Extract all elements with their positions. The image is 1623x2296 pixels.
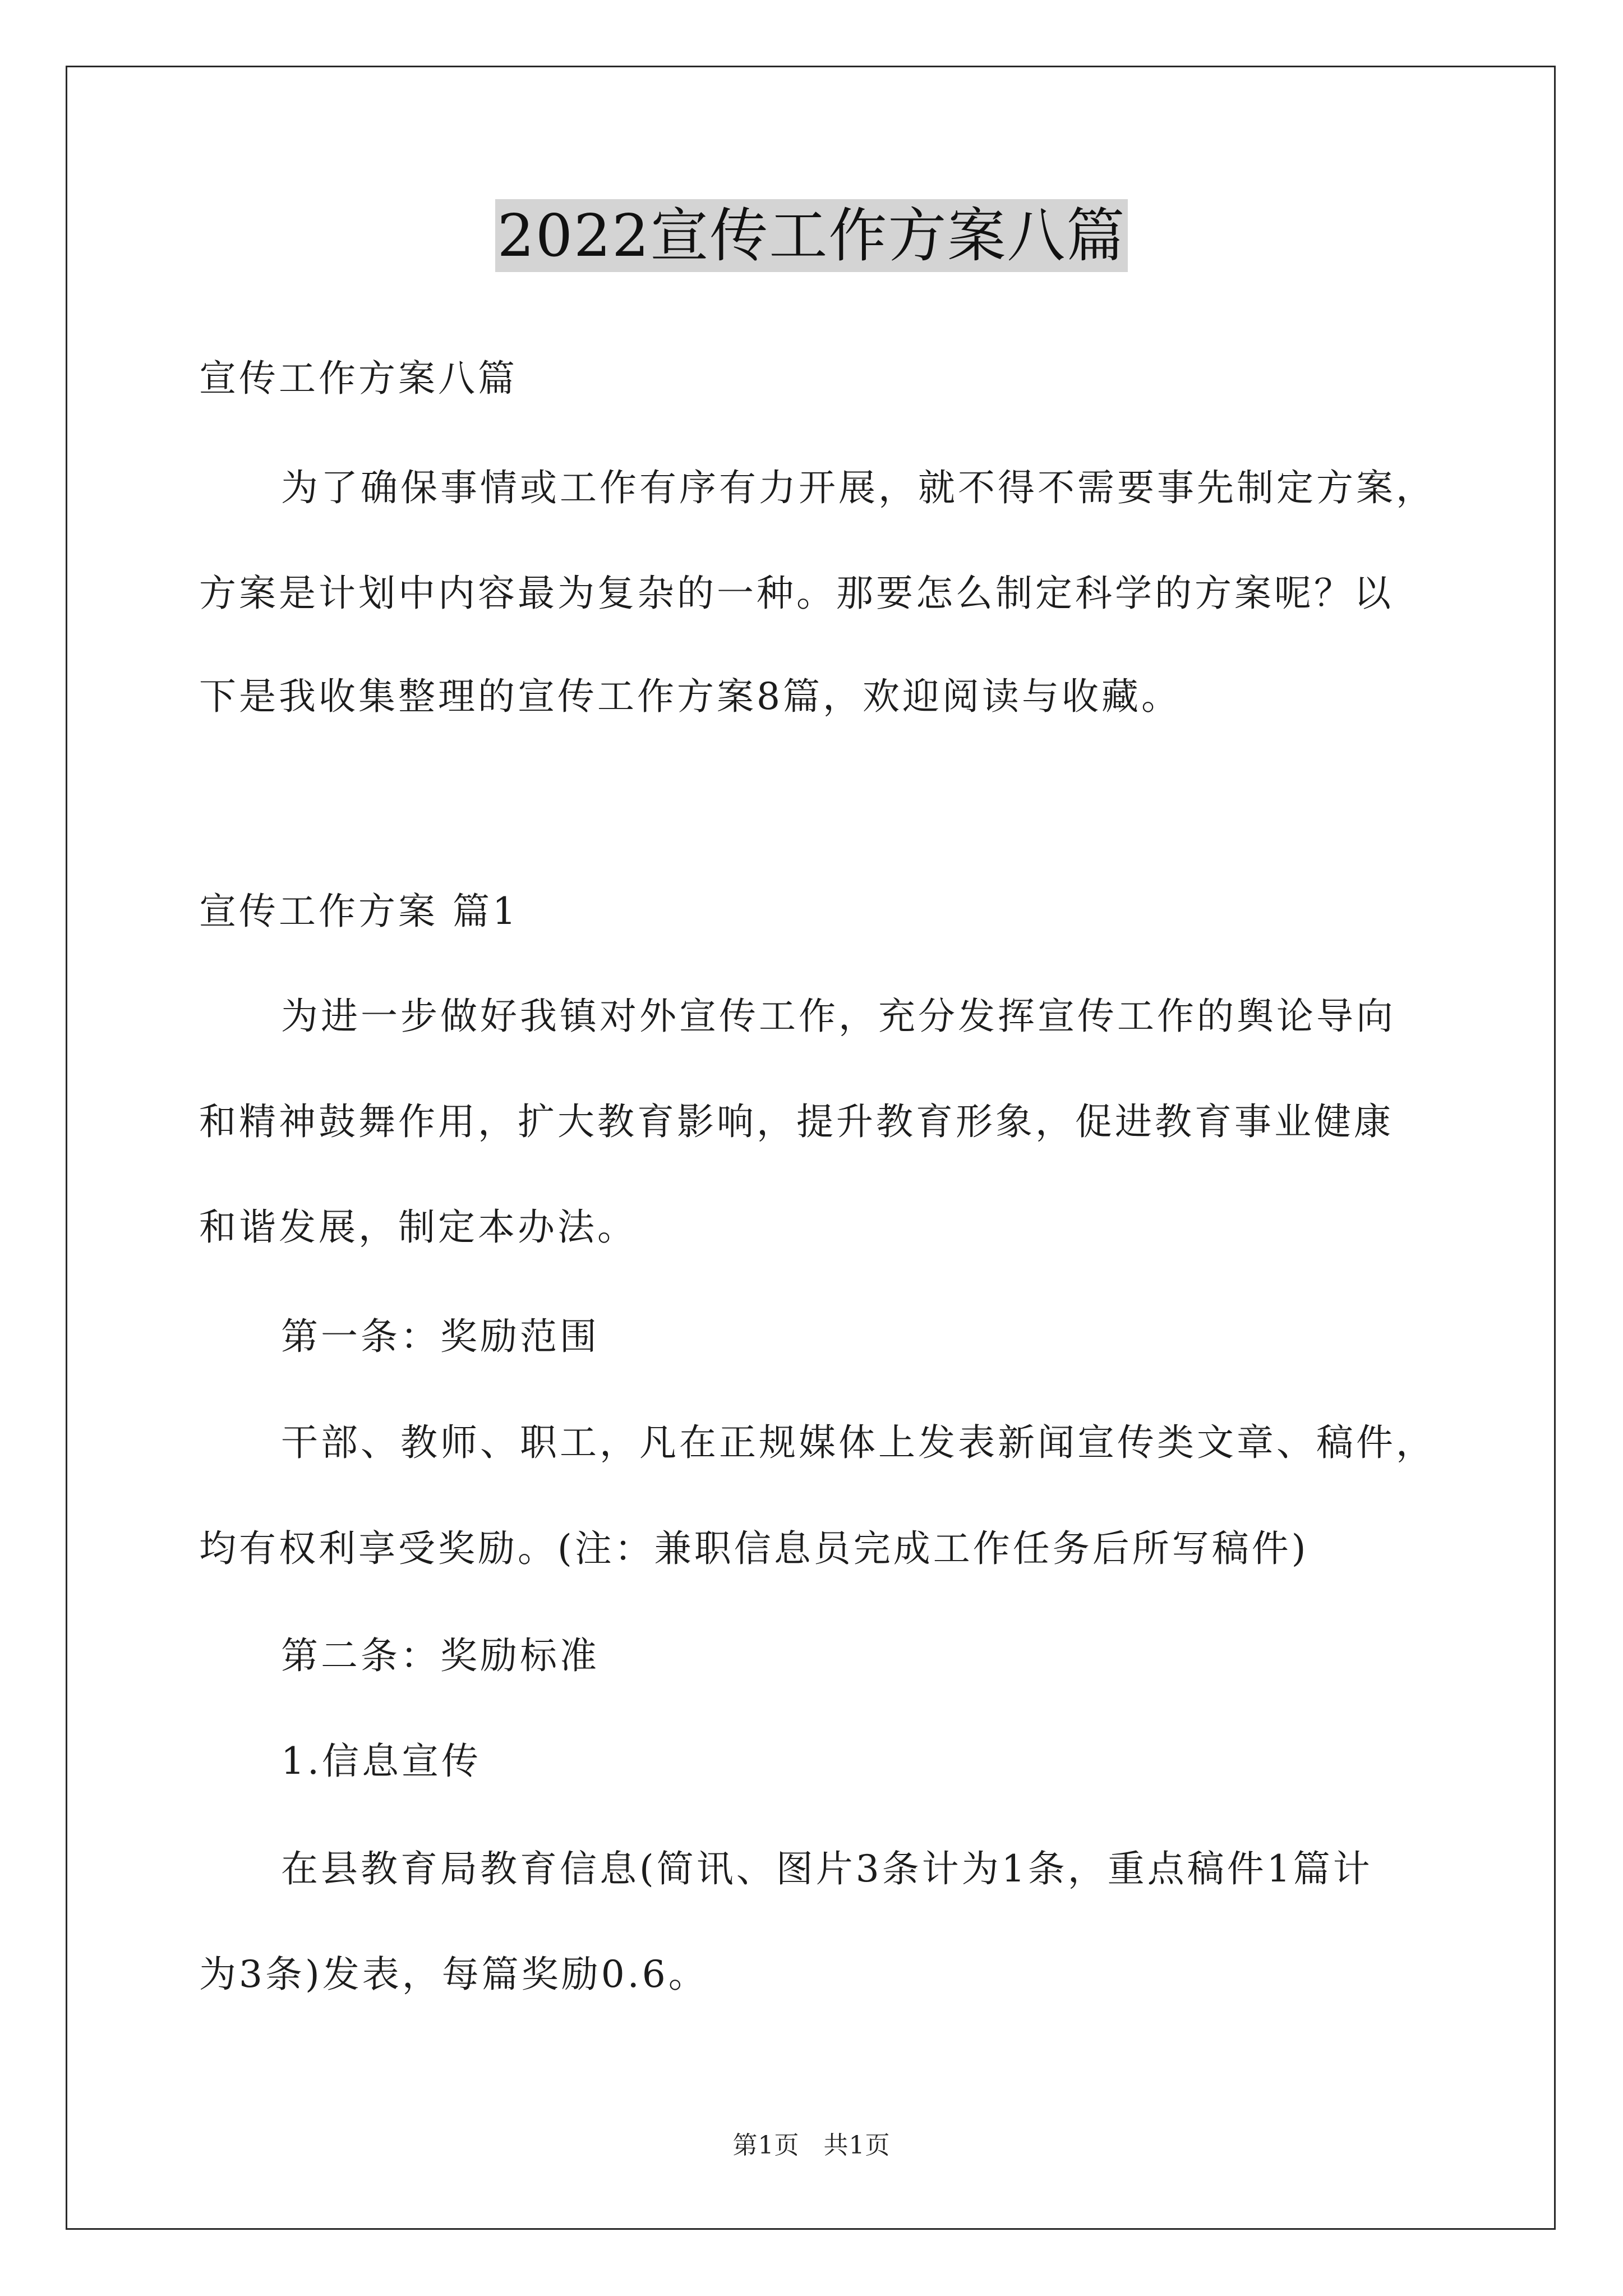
paragraph-line: 干部、教师、职工，凡在正规媒体上发表新闻宣传类文章、稿件，: [281, 1421, 1436, 1464]
paragraph-line: 和谐发展，制定本办法。: [199, 1205, 637, 1249]
page-number: 第1页: [732, 2131, 800, 2160]
document-title: 2022宣传工作方案八篇: [495, 199, 1128, 272]
paragraph-line: 和精神鼓舞作用，扩大教育影响，提升教育形象，促进教育事业健康: [199, 1100, 1394, 1143]
paragraph-line: 均有权利享受奖励。(注：兼职信息员完成工作任务后所写稿件): [199, 1527, 1309, 1570]
paragraph-line: 下是我收集整理的宣传工作方案8篇，欢迎阅读与收藏。: [199, 675, 1181, 718]
paragraph-line: 为3条)发表，每篇奖励0.6。: [199, 1953, 708, 1996]
page-total: 共1页: [823, 2131, 891, 2160]
paragraph-line: 方案是计划中内容最为复杂的一种。那要怎么制定科学的方案呢？以: [199, 572, 1394, 615]
article-heading: 第一条：奖励范围: [281, 1315, 600, 1358]
paragraph-line: 为了确保事情或工作有序有力开展，就不得不需要事先制定方案，: [281, 466, 1436, 509]
page-footer: [0, 2125, 1623, 2161]
paragraph-line: 为进一步做好我镇对外宣传工作，充分发挥宣传工作的舆论导向: [281, 995, 1396, 1038]
section-heading: 宣传工作方案 篇1: [199, 890, 519, 933]
title-container: [0, 199, 1623, 272]
article-heading: 第二条：奖励标准: [281, 1634, 600, 1677]
paragraph-line: 在县教育局教育信息(简讯、图片3条计为1条，重点稿件1篇计: [281, 1847, 1373, 1890]
subheading: 1.信息宣传: [281, 1740, 481, 1783]
section-heading: 宣传工作方案八篇: [199, 357, 518, 400]
